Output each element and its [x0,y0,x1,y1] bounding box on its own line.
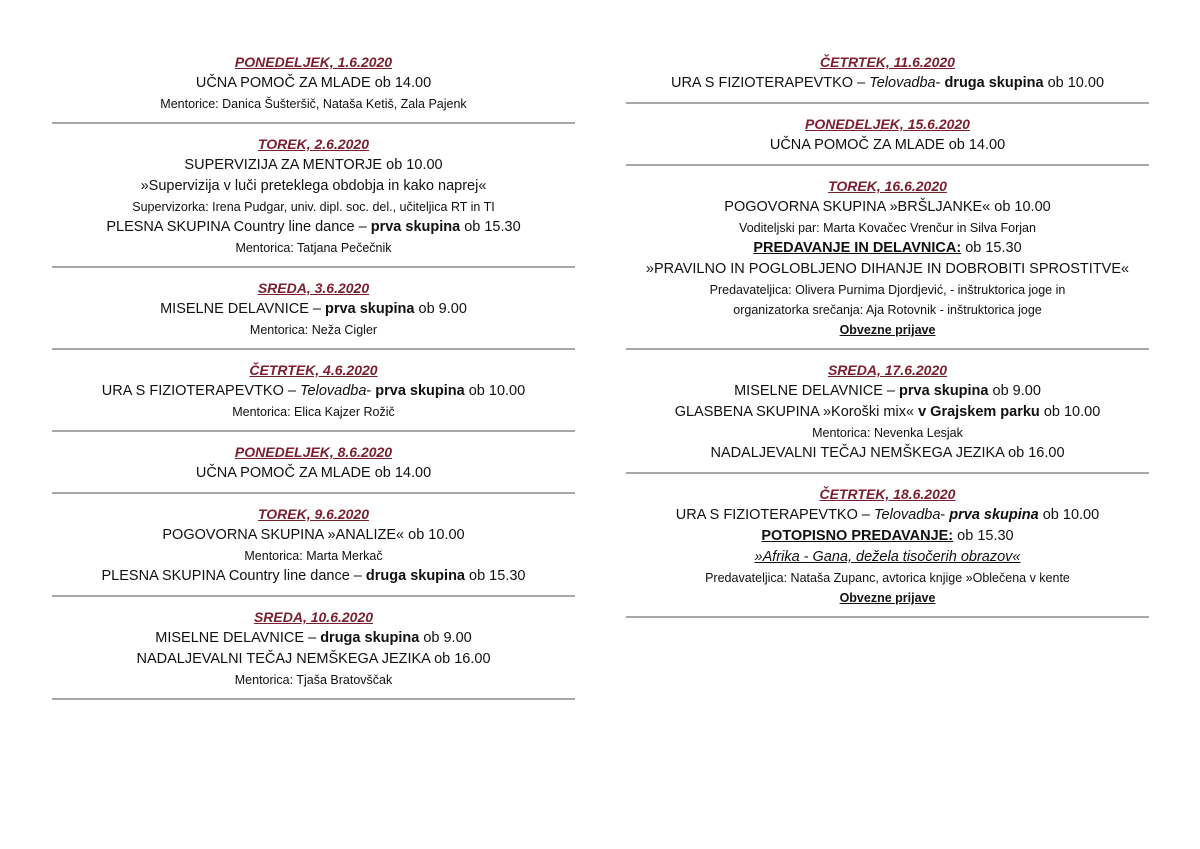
text-segment: POTOPISNO PREDAVANJE: [761,528,954,544]
text-segment: Obvezne prijave [839,323,936,337]
activity-line [52,299,575,320]
schedule-entry [52,48,575,124]
text-segment: ob 15.30 [953,528,1014,544]
text-segment: druga skupina [365,568,465,584]
entry-date: TOREK, 9.6.2020 [257,506,370,522]
text-segment: ob 10.00 [1039,404,1101,420]
text-segment: Mentorice: Danica Šušteršič, Nataša Ketiš, Zala Pajenk [160,97,467,111]
entry-date: ČETRTEK, 11.6.2020 [820,54,955,70]
detail-line [52,197,575,217]
text-segment: ob 10.00 [1043,75,1105,91]
text-segment: - [366,383,376,399]
text-segment: prva skupina [949,507,1039,523]
text-segment: ob 15.30 [465,568,526,584]
activity-line [626,135,1149,156]
detail-line [626,320,1149,340]
text-segment: Mentorica: Marta Merkač [244,549,383,563]
activity-line [626,505,1149,526]
text-segment: Telovadba [874,507,941,523]
schedule-entry [52,274,575,350]
text-segment: ob 9.00 [419,630,472,646]
text-segment: Supervizorka: Irena Pudgar, univ. dipl. soc. del., učiteljica RT in TI [132,200,495,214]
schedule-column-left [52,48,575,706]
detail-line [52,670,575,690]
schedule-entry [52,130,575,268]
detail-line [52,546,575,566]
activity-line [52,73,575,94]
entry-date: SREDA, 10.6.2020 [253,609,374,625]
text-segment: UČNA POMOČ ZA MLADE ob 14.00 [195,75,432,91]
text-segment: PLESNA SKUPINA Country line dance – [106,219,371,235]
activity-line [52,649,575,670]
text-segment: MISELNE DELAVNICE – [160,301,326,317]
text-segment: UČNA POMOČ ZA MLADE ob 14.00 [769,137,1006,153]
text-segment: POGOVORNA SKUPINA »BRŠLJANKE« ob 10.00 [724,199,1051,215]
detail-line [626,280,1149,300]
schedule-entry [626,356,1149,474]
detail-line [52,402,575,422]
text-segment: Predavateljica: Nataša Zupanc, avtorica knjige »Oblečena v kente [705,571,1070,585]
text-segment: druga skupina [944,75,1044,91]
activity-line [52,176,575,197]
text-segment: ob 10.00 [464,383,526,399]
text-segment: MISELNE DELAVNICE – [155,630,321,646]
text-segment: PLESNA SKUPINA Country line dance – [101,568,366,584]
schedule-entry [626,172,1149,350]
activity-line [626,259,1149,280]
text-segment: POGOVORNA SKUPINA »ANALIZE« ob 10.00 [162,527,465,543]
text-segment: »PRAVILNO IN POGLOBLJENO DIHANJE IN DOBROBITI SPROSTITVE« [645,261,1130,277]
text-segment: »Afrika - Gana, dežela tisočerih obrazov« [754,549,1021,565]
text-segment: Predavateljica: Olivera Purnima Djordjević, - inštruktorica joge in [709,283,1066,297]
detail-line [52,238,575,258]
schedule-column-right [626,48,1149,624]
text-segment: ob 15.30 [460,219,521,235]
text-segment: Mentorica: Tjaša Bratovščak [234,673,393,687]
detail-line [626,568,1149,588]
text-segment: NADALJEVALNI TEČAJ NEMŠKEGA JEZIKA ob 16.00 [710,445,1065,461]
schedule-entry [52,438,575,494]
activity-line [626,73,1149,94]
text-segment: - [940,507,950,523]
text-segment: »Supervizija v luči preteklega obdobja in kako naprej« [140,178,487,194]
text-segment: Obvezne prijave [839,591,936,605]
entry-date: ČETRTEK, 18.6.2020 [819,486,956,502]
text-segment: URA S FIZIOTERAPEVTKO – [101,383,301,399]
activity-line [52,463,575,484]
text-segment: prva skupina [899,383,989,399]
text-segment: ob 9.00 [988,383,1041,399]
activity-line [626,443,1149,464]
text-segment: ob 9.00 [414,301,467,317]
text-segment: prva skupina [370,219,461,235]
text-segment: Mentorica: Elica Kajzer Rožič [232,405,395,419]
text-segment: v Grajskem parku [918,404,1040,420]
text-segment: GLASBENA SKUPINA »Koroški mix« [674,404,919,420]
text-segment: prva skupina [375,383,465,399]
entry-date: TOREK, 16.6.2020 [828,178,947,194]
schedule-entry [52,356,575,432]
schedule-entry [52,500,575,597]
text-segment: Voditeljski par: Marta Kovačec Vrenčur in Silva Forjan [739,221,1036,235]
schedule-entry [626,480,1149,618]
schedule-entry [626,48,1149,104]
entry-date: PONEDELJEK, 8.6.2020 [234,444,393,460]
text-segment: Telovadba [869,75,936,91]
activity-line [626,526,1149,547]
text-segment: prva skupina [325,301,415,317]
text-segment: NADALJEVALNI TEČAJ NEMŠKEGA JEZIKA ob 16.00 [136,651,491,667]
text-segment: URA S FIZIOTERAPEVTKO – [670,75,870,91]
schedule-entry [52,603,575,700]
entry-date: SREDA, 3.6.2020 [257,280,370,296]
activity-line [52,628,575,649]
text-segment: URA S FIZIOTERAPEVTKO – [675,507,875,523]
activity-line [626,238,1149,259]
detail-line [626,423,1149,443]
detail-line [626,300,1149,320]
text-segment: - [935,75,945,91]
activity-line [52,381,575,402]
text-segment: druga skupina [320,630,420,646]
activity-line [52,217,575,238]
activity-line [626,381,1149,402]
text-segment: Mentorica: Neža Cigler [249,323,378,337]
activity-line [626,547,1149,568]
activity-line [626,197,1149,218]
entry-date: SREDA, 17.6.2020 [827,362,948,378]
detail-line [52,320,575,340]
activity-line [52,155,575,176]
text-segment: ob 10.00 [1038,507,1100,523]
text-segment: Mentorica: Nevenka Lesjak [812,426,963,440]
text-segment: organizatorka srečanja: Aja Rotovnik - inštruktorica joge [733,303,1042,317]
activity-line [52,566,575,587]
entry-date: PONEDELJEK, 1.6.2020 [234,54,393,70]
text-segment: Telovadba [300,383,367,399]
detail-line [52,94,575,114]
detail-line [626,588,1149,608]
text-segment: UČNA POMOČ ZA MLADE ob 14.00 [195,465,432,481]
entry-date: ČETRTEK, 4.6.2020 [249,362,378,378]
text-segment: PREDAVANJE IN DELAVNICA: [753,240,962,256]
activity-line [626,402,1149,423]
entry-date: PONEDELJEK, 15.6.2020 [805,116,970,132]
activity-line [52,525,575,546]
detail-line [626,218,1149,238]
text-segment: Mentorica: Tatjana Pečečnik [235,241,392,255]
text-segment: MISELNE DELAVNICE – [734,383,900,399]
schedule-entry [626,110,1149,166]
text-segment: ob 15.30 [961,240,1022,256]
entry-date: TOREK, 2.6.2020 [257,136,370,152]
text-segment: SUPERVIZIJA ZA MENTORJE ob 10.00 [184,157,443,173]
